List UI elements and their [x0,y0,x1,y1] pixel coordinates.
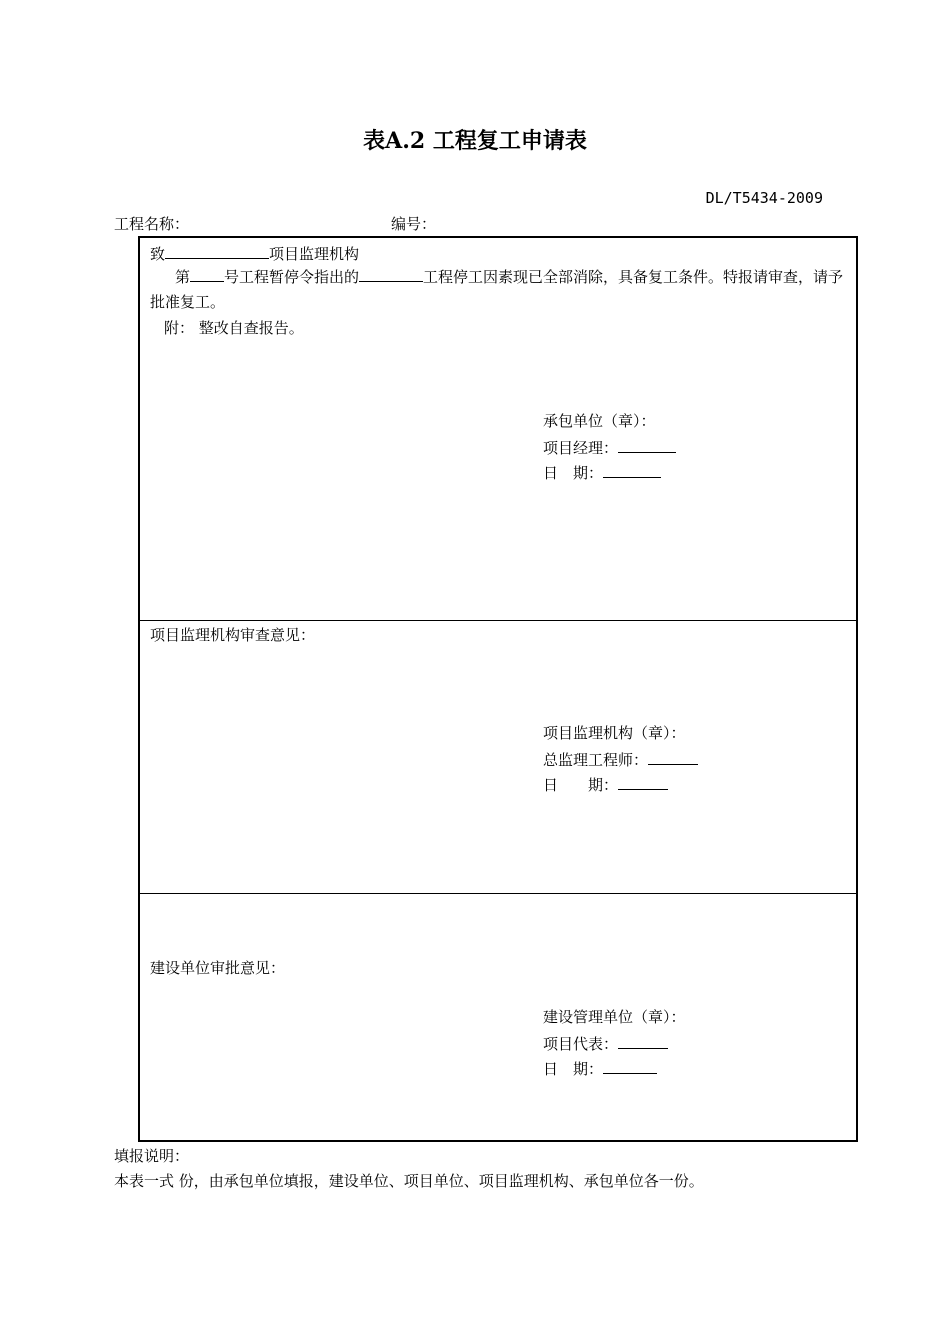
para-part-3: 工程停工因素现已全部消除，具备复工条件。特报请审查，请予批准复工。 [150,268,844,311]
owner-date-line [543,1057,657,1079]
para-part-1: 第 [175,268,191,286]
order-number-blank[interactable] [190,265,224,282]
owner-seal-label: 建设管理单位（章）： [543,1008,686,1026]
attachment-note: 附： 整改自查报告。 [164,319,304,337]
para-part-2: 号工程暂停令指出的 [224,268,360,286]
chief-engineer-blank[interactable] [648,748,698,765]
supervision-org-blank[interactable] [165,242,269,259]
supervision-date-blank[interactable] [618,773,668,790]
project-rep-label: 项目代表： [543,1035,619,1053]
contractor-date-blank[interactable] [603,461,661,478]
stop-cause-blank[interactable] [359,265,423,282]
chief-engineer-label: 总监理工程师： [543,751,649,769]
addressee-suffix: 项目监理机构 [269,245,360,263]
project-rep-line [543,1032,668,1054]
supervision-date-line [543,773,668,795]
owner-approval-section [140,894,856,1140]
project-rep-blank[interactable] [618,1032,668,1049]
owner-date-label: 日 期： [543,1060,604,1078]
contractor-seal-label: 承包单位（章）： [543,412,656,430]
note-heading: 填报说明： [114,1147,190,1165]
project-manager-blank[interactable] [618,436,676,453]
project-manager-line [543,436,676,458]
supervision-date-label: 日 期： [543,776,619,794]
supervision-review-heading: 项目监理机构审查意见： [150,626,316,644]
supervision-seal-label: 项目监理机构（章）： [543,724,686,742]
note-text: 本表一式 份，由承包单位填报，建设单位、项目单位、项目监理机构、承包单位各一份。 [114,1172,704,1190]
application-paragraph [150,265,850,315]
project-name-label: 工程名称： [114,215,190,233]
contractor-date-label: 日 期： [543,464,604,482]
owner-date-blank[interactable] [603,1057,657,1074]
form-title: 表A.2 工程复工申请表 [363,128,587,154]
number-label: 编号： [391,215,437,233]
project-manager-label: 项目经理： [543,439,619,457]
contractor-date-line [543,461,661,483]
contractor-application-section [140,238,856,621]
chief-engineer-line [543,748,698,770]
addressee-line [150,242,359,264]
standard-code: DL/T5434-2009 [705,189,823,207]
application-form-table [138,236,858,1142]
supervision-review-section [140,621,856,894]
owner-approval-heading: 建设单位审批意见： [150,959,286,977]
addressee-prefix: 致 [150,245,166,263]
